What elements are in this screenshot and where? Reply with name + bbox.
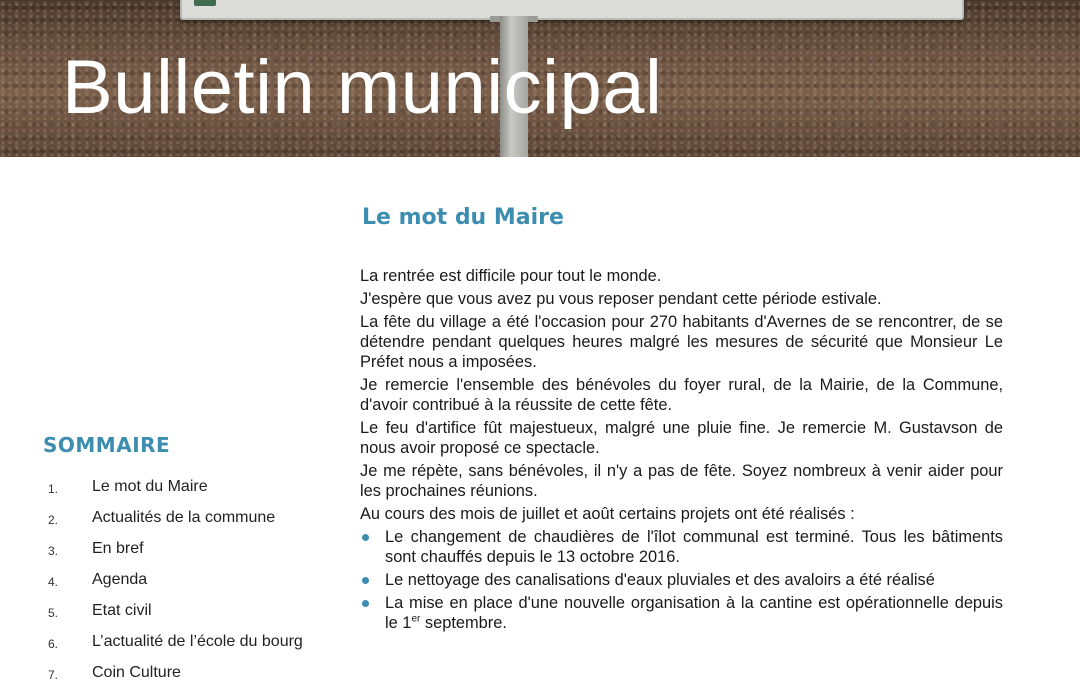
sommaire-item-label: Actualités de la commune [92,509,276,526]
article-bullet-text-end: septembre. [420,614,507,632]
article-bullet-item [360,593,1003,633]
sommaire-item [48,476,318,500]
sommaire-item [48,600,318,624]
sommaire-item-number: 4. [48,575,59,589]
header-banner [0,0,1080,157]
sommaire-item [48,507,318,531]
sommaire-list [48,476,318,693]
article-bullet-list [360,527,1003,633]
article-paragraph: Je me répète, sans bénévoles, il n'y a pas de fête. Soyez nombreux à venir aider pour les prochaines réunions. [360,462,1003,500]
sommaire-item [48,631,318,655]
article-body [360,266,1003,636]
sommaire-item-number: 2. [48,513,59,527]
bullet-dot-icon [362,600,369,607]
sommaire-item-label: Etat civil [92,602,152,619]
article-paragraph: Je remercie l'ensemble des bénévoles du foyer rural, de la Mairie, de la Commune, d'avoir contribué à la réussite de cette fête. [360,376,1003,414]
article-bullet-text: Le nettoyage des canalisations d'eaux pluviales et des avaloirs a été réalisé [385,571,935,589]
article-bullet-item [360,570,1003,590]
sommaire-item [48,662,318,686]
sommaire-item [48,569,318,593]
sommaire-item [48,538,318,562]
article-bullet-text: La mise en place d'une nouvelle organisation à la cantine est opérationnelle depuis le 1 [385,594,1003,632]
sommaire-item-number: 5. [48,606,59,620]
sommaire-item-number: 1. [48,482,59,496]
article-paragraph: J'espère que vous avez pu vous reposer pendant cette période estivale. [360,290,882,308]
ordinal-superscript: er [411,613,421,625]
article-paragraph: La fête du village a été l'occasion pour 270 habitants d'Avernes de se rencontrer, de se détendre pendant quelques heures malgré les mesures de sécurité que Monsieur Le Préfet nous a imposées. [360,313,1003,371]
article-paragraph: Au cours des mois de juillet et août certains projets ont été réalisés : [360,505,855,523]
sommaire-item-number: 7. [48,668,59,682]
article-bullet-text: Le changement de chaudières de l'îlot communal est terminé. Tous les bâtiments sont chauffés depuis le 13 octobre 2016. [385,528,1003,566]
sommaire-heading: SOMMAIRE [43,433,171,457]
bullet-dot-icon [362,534,369,541]
bulletin-title: Bulletin municipal [62,45,663,130]
sign-board-image [180,0,964,20]
sommaire-item-label: En bref [92,540,144,557]
article-paragraph: Le feu d'artifice fût majestueux, malgré une pluie fine. Je remercie M. Gustavson de nous avoir proposé ce spectacle. [360,419,1003,457]
article-paragraph: La rentrée est difficile pour tout le monde. [360,267,662,285]
sommaire-item-number: 3. [48,544,59,558]
sommaire-item-label: Le mot du Maire [92,478,208,495]
sommaire-item-label: Agenda [92,571,148,588]
sommaire-item-label: Coin Culture [92,664,181,681]
article-bullet-item [360,527,1003,567]
article-title: Le mot du Maire [362,205,564,230]
bullet-dot-icon [362,577,369,584]
sommaire-item-number: 6. [48,637,59,651]
sommaire-item-label: L’actualité de l’école du bourg [92,633,303,650]
